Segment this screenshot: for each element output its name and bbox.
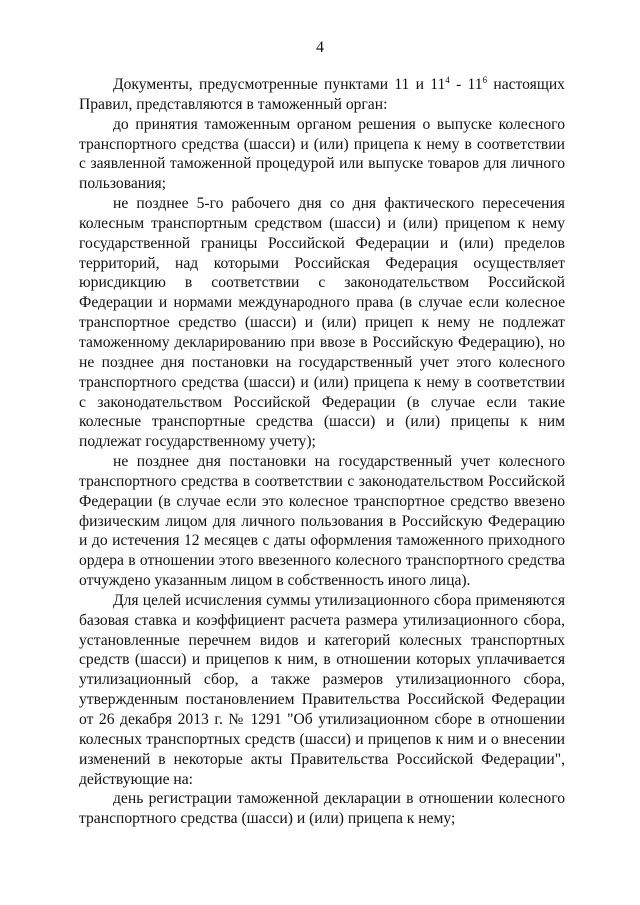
superscript: 6 <box>482 74 488 85</box>
paragraph-fifth-working-day: не позднее 5-го рабочего дня со дня фактического пересечения колесным транспортным средством (шасси) и (или) прицепом к нему государственной границы Российской Федерации и (или) пределов территорий, над которыми Российская Федерация осуществляет юрисдикцию в соответствии с законодательством Российской Федерации и нормами международного права (в случае если колесное транспортное средство (шасси) и (или) прицеп к нему не подлежат таможенному декларированию при ввозе в Российскую Федерацию), но не позднее дня постановки на государственный учет этого колесного транспортного средства (шасси) и (или) прицепа к нему в соответствии с законодательством Российской Федерации (в случае если такие колесные транспортные средства (шасси) и (или) прицепы к ним подлежат государственному учету); <box>79 195 565 451</box>
paragraph-state-registration: не позднее дня постановки на государственный учет колесного транспортного средства в соответствии с законодательством Российской Федерации (в случае если это колесное транспортное средство ввезено физическим лицом для личного пользования в Российскую Федерацию и до истечения 12 месяцев с даты оформления таможенного приходного ордера в отношении этого ввезенного колесного транспортного средства отчуждено указанным лицом в собственность иного лица). <box>79 453 565 590</box>
page-number: 4 <box>316 39 324 56</box>
paragraph-documents-submission <box>79 75 565 115</box>
superscript: 4 <box>445 74 450 85</box>
paragraph-text: Документы, предусмотренные пунктами 11 и 11 <box>113 76 446 93</box>
paragraph-text: - 11 <box>449 76 483 93</box>
paragraph-before-release: до принятия таможенным органом решения о выпуске колесного транспортного средства (шасси) и (или) прицепа к нему в соответствии с заявленной таможенной процедурой или выпуске товаров для личного пользования; <box>79 115 565 193</box>
paragraph-text: настоящих Правил, представляются в таможенный орган: <box>79 76 565 113</box>
paragraph-declaration-day: день регистрации таможенной декларации в отношении колесного транспортного средства (шасси) и (или) прицепа к нему; <box>79 790 565 828</box>
paragraph-fee-calculation: Для целей исчисления суммы утилизационного сбора применяются базовая ставка и коэффициент расчета размера утилизационного сбора, установленные перечнем видов и категорий колесных транспортных средств (шасси) и прицепов к ним, в отношении которых уплачивается утилизационный сбор, а также размеров утилизационного сбора, утвержденным постановлением Правительства Российской Федерации от 26 декабря 2013 г. № 1291 "Об утилизационном сборе в отношении колесных транспортных средств (шасси) и прицепов к ним и о внесении изменений в некоторые акты Правительства Российской Федерации", действующие на: <box>79 591 565 788</box>
document-body <box>79 75 565 829</box>
